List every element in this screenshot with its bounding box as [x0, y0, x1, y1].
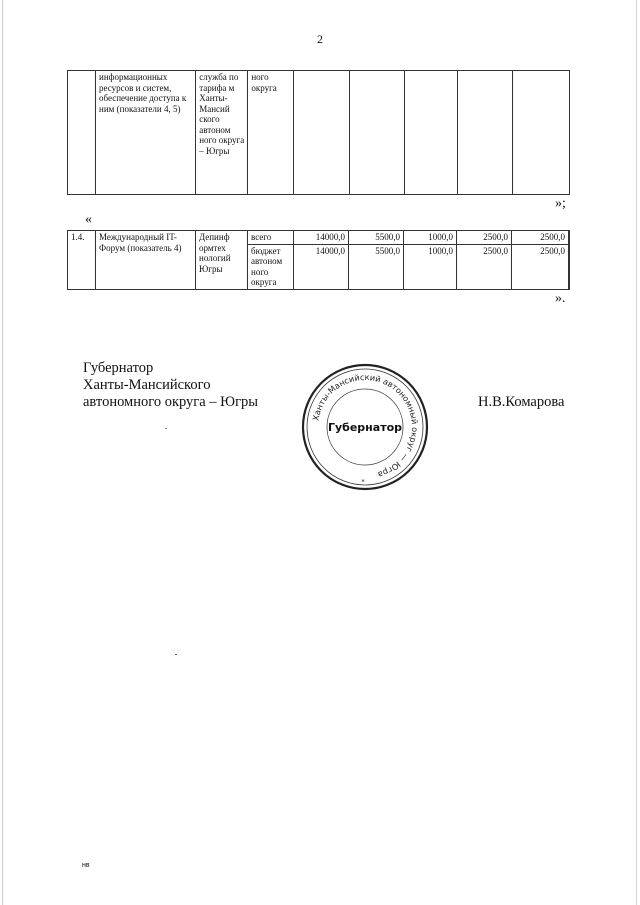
- table-continuation: [67, 70, 570, 195]
- table-row: [68, 231, 570, 245]
- scan-edge-right: [636, 0, 637, 905]
- signer-title: [83, 360, 258, 411]
- table-row: [68, 71, 570, 195]
- scan-speck: [175, 654, 177, 655]
- cell-empty: [512, 71, 569, 195]
- signer-line-2: Ханты-Мансийского: [83, 377, 211, 393]
- cell-empty: [349, 71, 404, 195]
- cell-value: 5500,0: [349, 231, 404, 245]
- seal-star: *: [361, 478, 365, 486]
- cell-number: [68, 71, 96, 195]
- cell-value: 5500,0: [349, 244, 404, 289]
- page-number: 2: [317, 32, 323, 46]
- signer-line-1: Губернатор: [83, 360, 154, 376]
- cell-value: 14000,0: [294, 244, 349, 289]
- cell-value: [569, 231, 570, 245]
- cell-value: 1000,0: [404, 244, 457, 289]
- cell-source: всего: [248, 231, 294, 245]
- seal-center-text: Губернатор: [327, 421, 403, 434]
- cell-value: 14000,0: [294, 231, 349, 245]
- cell-value: [569, 244, 570, 289]
- cell-empty: [404, 71, 457, 195]
- closing-quote-1: »;: [555, 196, 566, 211]
- cell-executor: Депинф ормтех нологий Югры: [196, 231, 248, 290]
- seal-ring-text: Ханты-Мансийский автономный округ — Югра: [310, 371, 421, 481]
- cell-value: 2500,0: [457, 231, 512, 245]
- cell-executor: служба по тарифа м Ханты-Мансий ского автоном ного округа – Югры: [196, 71, 248, 195]
- official-seal: [300, 362, 430, 492]
- footer-code: нв: [82, 862, 90, 869]
- cell-number: 1.4.: [68, 231, 96, 290]
- cell-value: 1000,0: [404, 231, 457, 245]
- cell-source: ного округа: [248, 71, 294, 195]
- signer-line-3: автономного округа – Югры: [83, 394, 259, 410]
- cell-value: 2500,0: [512, 231, 569, 245]
- opening-quote: «: [85, 212, 92, 227]
- closing-quote-2: ».: [555, 291, 566, 306]
- cell-empty: [294, 71, 349, 195]
- scan-edge-left: [2, 0, 3, 905]
- scan-speck: [165, 428, 167, 429]
- cell-source: бюджет автоном ного округа: [248, 244, 294, 289]
- signer-name: Н.В.Комарова: [478, 394, 565, 410]
- cell-value: 2500,0: [512, 244, 569, 289]
- cell-name: информационных ресурсов и систем, обеспечение доступа к ним (показатели 4, 5): [96, 71, 196, 195]
- table-item-1-4: [67, 230, 570, 290]
- cell-empty: [457, 71, 512, 195]
- cell-name: Международный IT-Форум (показатель 4): [96, 231, 196, 290]
- cell-value: 2500,0: [457, 244, 512, 289]
